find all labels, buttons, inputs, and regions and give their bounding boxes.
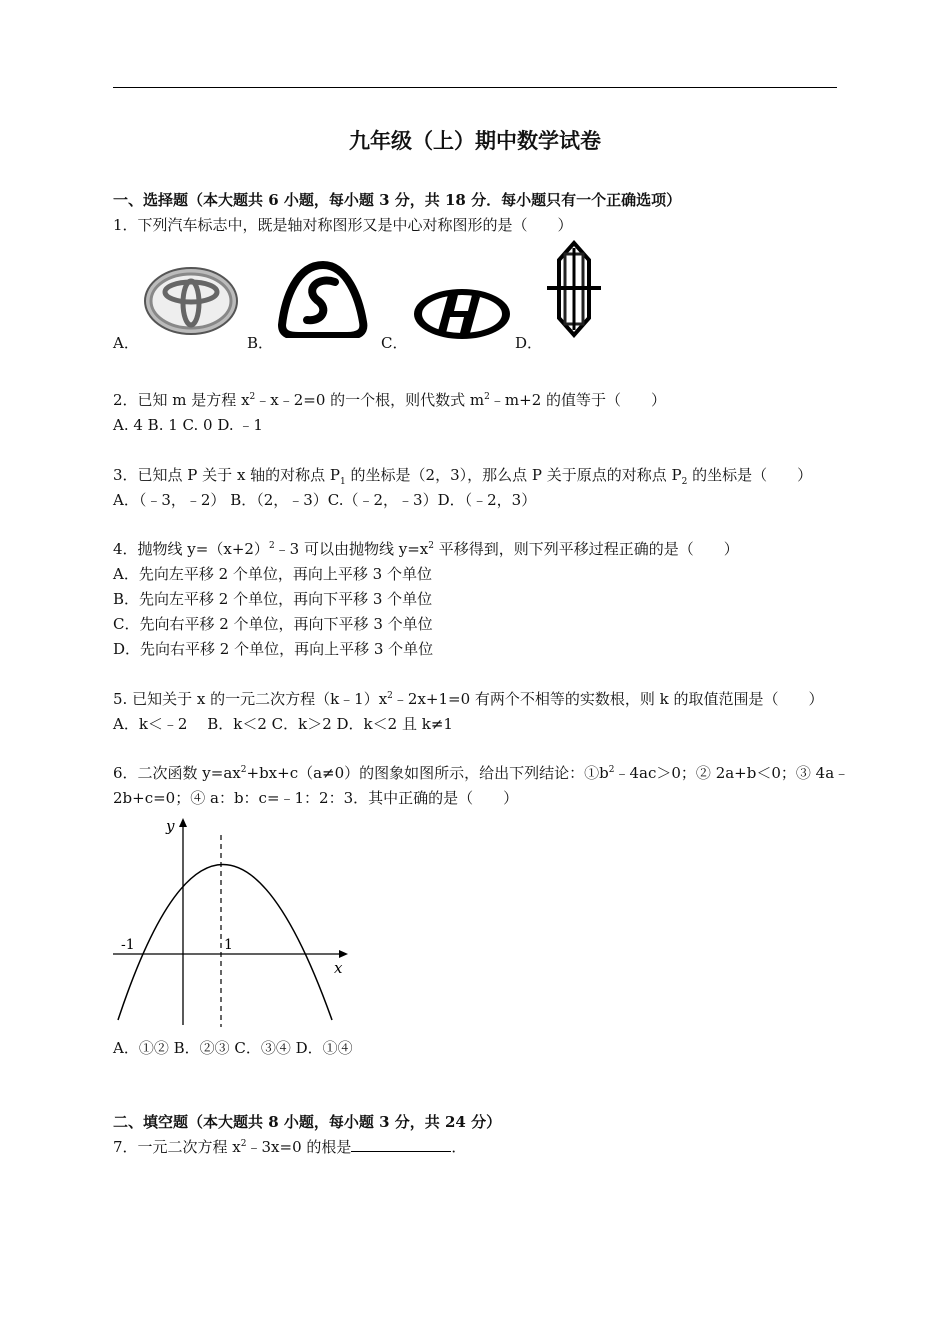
question-2-options: A. 4 B. 1 C. 0 D. ﹣1 — [113, 416, 263, 434]
q1-option-d-label: D． — [515, 334, 543, 352]
s-shape-logo-icon — [277, 260, 369, 338]
question-2-stem: 2．已知 m 是方程 $x^2﹣x﹣2=0$ 的一个根，则代数式 $m^2﹣m+2$ 的值等于（ ） — [113, 391, 667, 409]
question-6-stem-line2: 2b+c=0；④ a：b：c=﹣1：2：3．其中正确的是（ ） — [113, 789, 519, 807]
page-title: 九年级（上）期中数学试卷 — [349, 128, 601, 153]
section-1-heading: 一、选择题（本大题共 6 小题，每小题 3 分，共 18 分．每小题只有一个正确选项） — [113, 191, 682, 209]
question-4-option-d: D．先向右平移 2 个单位，再向上平移 3 个单位 — [113, 640, 434, 658]
question-6-stem-line1: 6．二次函数 $y=ax^2+bx+c(a\ne 0)$的图象如图所示，给出下列结论：$①b^2﹣4ac>0$；② 2a+b＜0；③ 4a﹣ — [113, 764, 850, 782]
hyundai-logo-icon — [410, 285, 514, 343]
tick-label-neg-1: -1 — [121, 937, 135, 953]
question-4-option-c: C．先向右平移 2 个单位，再向下平移 3 个单位 — [113, 615, 433, 633]
toyota-logo-icon — [143, 265, 241, 337]
question-6-options: A．①② B．②③ C．③④ D．①④ — [113, 1039, 353, 1057]
section-2-heading: 二、填空题（本大题共 8 小题，每小题 3 分，共 24 分） — [113, 1113, 502, 1131]
x-axis-arrow-icon — [339, 950, 348, 958]
parabola-graph — [110, 815, 360, 1030]
x-axis-label: x — [334, 959, 343, 977]
question-4-option-a: A．先向左平移 2 个单位，再向上平移 3 个单位 — [113, 565, 432, 583]
q1-option-a-label: A． — [113, 334, 139, 352]
q1-option-b-label: B． — [247, 334, 274, 352]
question-3-options: A．（﹣3，﹣2） B．（2，﹣3）C.（﹣2，﹣3）D．（﹣2，3） — [113, 491, 537, 509]
answer-blank[interactable] — [351, 1137, 451, 1152]
tick-label-1: 1 — [224, 937, 233, 953]
question-5-stem: 5. 已知关于 x 的一元二次方程$(k﹣1)x^2﹣2x+1=0$ 有两个不相等的实数根，则 k 的取值范围是（ ） — [113, 690, 824, 708]
lincoln-logo-icon — [545, 240, 603, 338]
question-4-option-b: B．先向左平移 2 个单位，再向下平移 3 个单位 — [113, 590, 433, 608]
header-rule — [113, 87, 837, 88]
question-5-options: A．k＜﹣2 B．k＜2 C．k＞2 D．k＜2 且 k≠1 — [113, 715, 453, 733]
question-1-stem: 1．下列汽车标志中，既是轴对称图形又是中心对称图形的是（ ） — [113, 216, 573, 234]
question-3-stem: 3．已知点 P 关于 x 轴的对称点 $P_1$ 的坐标是（2，3），那么点 P 关于原点的对称点 $P_2$ 的坐标是（ ） — [113, 466, 813, 487]
q1-option-c-label: C． — [381, 334, 408, 352]
question-7-stem: 7．一元二次方程 $x^2﹣3x=0$ 的根是 ． — [113, 1138, 467, 1156]
question-4-stem: 4．抛物线 $y=(x+2)^2﹣3$ 可以由抛物线 $y=x^2$ 平移得到，则下列平移过程正确的是（ ） — [113, 540, 739, 558]
y-axis-label: y — [166, 817, 175, 835]
y-axis-arrow-icon — [179, 818, 187, 827]
